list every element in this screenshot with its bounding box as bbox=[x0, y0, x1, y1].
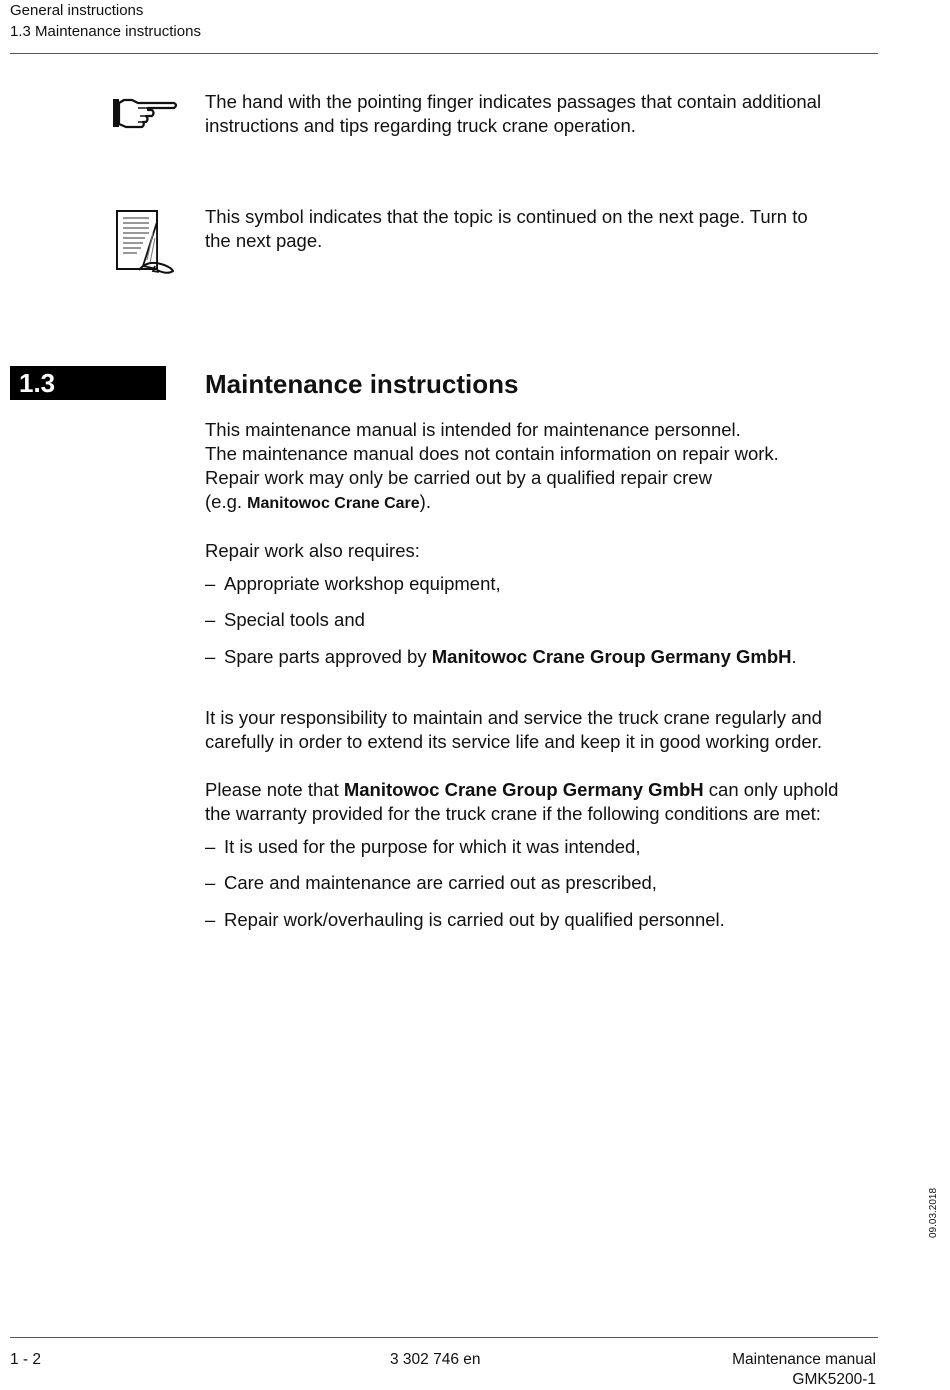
responsibility-line: It is your responsibility to maintain and service the truck crane regularly and bbox=[205, 707, 822, 728]
company-name: Manitowoc Crane Group Germany GmbH bbox=[431, 646, 792, 667]
intro-example-line bbox=[205, 490, 431, 516]
note-line: The hand with the pointing finger indicates passages that contain additional bbox=[205, 91, 822, 112]
list-dash: – bbox=[205, 609, 216, 630]
footer-rule bbox=[10, 1337, 878, 1338]
list-dash: – bbox=[205, 872, 216, 893]
requires-label: Repair work also requires: bbox=[205, 540, 420, 561]
example-prefix: (e.g. bbox=[205, 491, 248, 512]
footer-page-number: 1 - 2 bbox=[10, 1351, 42, 1368]
intro-line: This maintenance manual is intended for maintenance personnel. bbox=[205, 419, 741, 440]
list-item bbox=[205, 645, 797, 669]
responsibility-line: carefully in order to extend its service life and keep it in good working order. bbox=[205, 731, 822, 752]
pointing-hand-icon bbox=[110, 94, 180, 139]
list-item-text: It is used for the purpose for which it was intended, bbox=[224, 836, 641, 857]
header-chapter: General instructions bbox=[10, 2, 144, 19]
intro-line: Repair work may only be carried out by a qualified repair crew bbox=[205, 467, 712, 488]
list-item bbox=[205, 608, 365, 632]
list-dash: – bbox=[205, 646, 216, 667]
list-item-text: Special tools and bbox=[224, 609, 365, 630]
warranty-suffix: can only uphold bbox=[703, 779, 839, 800]
list-item-text: Care and maintenance are carried out as prescribed, bbox=[224, 872, 657, 893]
side-date: 09.03.2018 bbox=[928, 1187, 939, 1238]
list-dash: – bbox=[205, 836, 216, 857]
note-continued bbox=[205, 205, 885, 253]
example-suffix: ). bbox=[419, 491, 431, 512]
header-rule bbox=[10, 53, 878, 54]
list-item bbox=[205, 572, 501, 596]
list-item-text: Appropriate workshop equipment, bbox=[224, 573, 501, 594]
note-line: the next page. bbox=[205, 230, 323, 251]
intro-line: The maintenance manual does not contain information on repair work. bbox=[205, 443, 779, 464]
warranty-line: the warranty provided for the truck crane if the following conditions are met: bbox=[205, 803, 821, 824]
spare-parts-prefix: Spare parts approved by bbox=[224, 646, 432, 667]
footer-model: GMK5200-1 bbox=[792, 1371, 876, 1388]
note-line: instructions and tips regarding truck crane operation. bbox=[205, 115, 636, 136]
list-item bbox=[205, 835, 640, 859]
list-item bbox=[205, 871, 657, 895]
list-dash: – bbox=[205, 573, 216, 594]
header-section: 1.3 Maintenance instructions bbox=[10, 23, 201, 40]
continued-page-icon bbox=[113, 208, 179, 283]
warranty-line bbox=[205, 778, 838, 802]
list-item-text: Repair work/overhauling is carried out by qualified personnel. bbox=[224, 909, 725, 930]
note-line: This symbol indicates that the topic is continued on the next page. Turn to bbox=[205, 206, 808, 227]
warranty-prefix: Please note that bbox=[205, 779, 344, 800]
footer-manual-title: Maintenance manual bbox=[732, 1351, 876, 1368]
list-dash: – bbox=[205, 909, 216, 930]
section-number-bar: 1.3 bbox=[10, 366, 166, 400]
footer-doc-number: 3 302 746 en bbox=[390, 1351, 481, 1368]
note-pointing-hand bbox=[205, 90, 885, 138]
company-name: Manitowoc Crane Group Germany GmbH bbox=[343, 779, 704, 800]
spare-parts-suffix: . bbox=[791, 646, 797, 667]
example-company: Manitowoc Crane Care bbox=[247, 495, 420, 512]
section-title: Maintenance instructions bbox=[205, 369, 519, 399]
list-item bbox=[205, 908, 725, 932]
footer-manual bbox=[732, 1350, 876, 1390]
